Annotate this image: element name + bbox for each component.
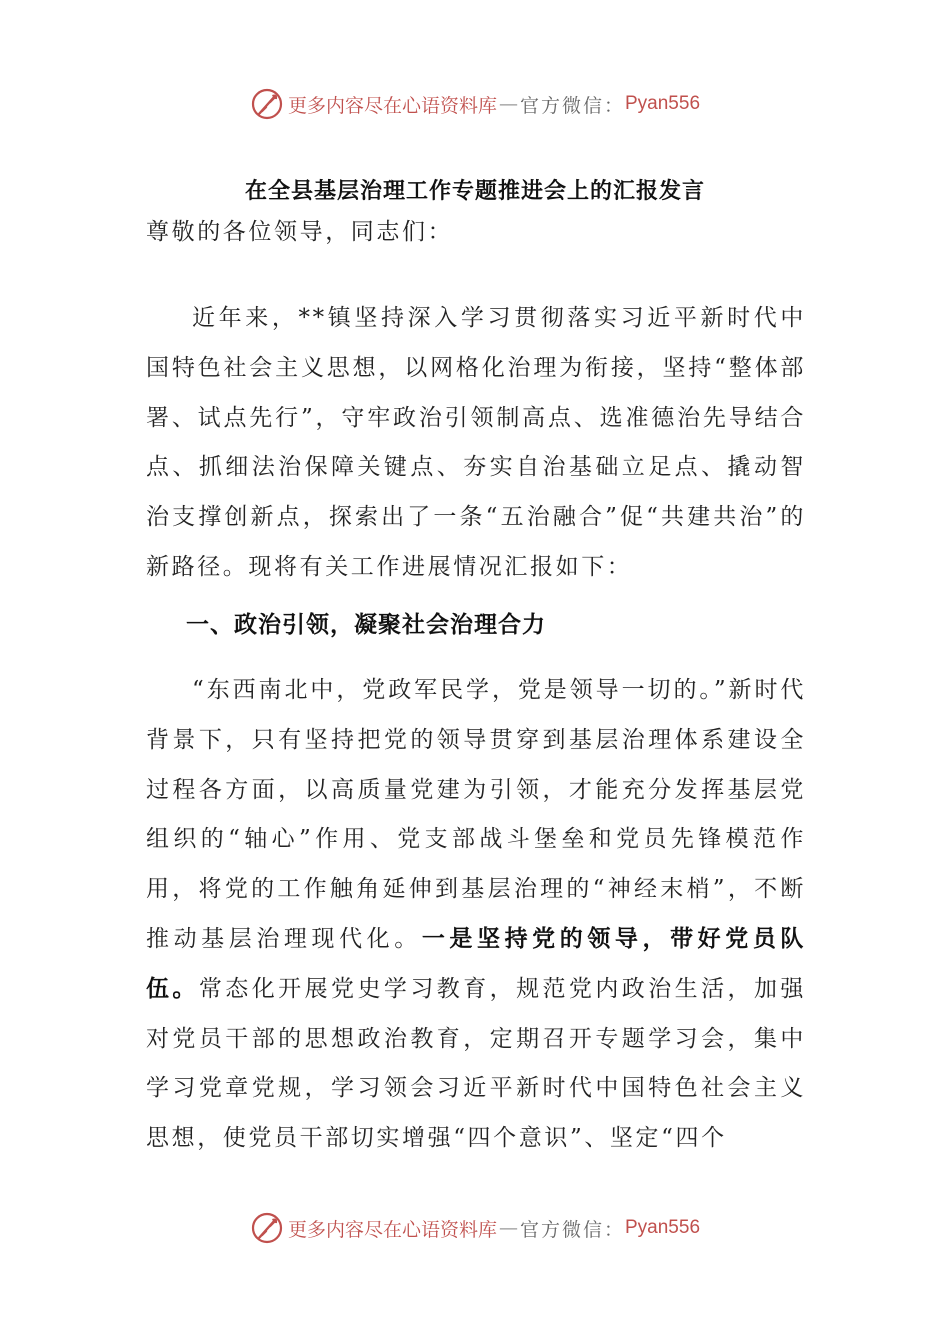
bold-subheading: 一是坚持党的领导，带好党员队伍。 [146, 925, 806, 1002]
footer-banner [0, 1208, 950, 1248]
banner-site-text: 更多内容尽在心语资料库 [287, 1218, 497, 1241]
salutation: 尊敬的各位领导，同志们： [146, 219, 454, 245]
banner-site-text: 更多内容尽在心语资料库 [287, 94, 497, 117]
paragraph-text: 常态化开展党史学习教育，规范党内政治生活，加强对党员干部的思想政治教育，定期召开专题学习会，集中学习党章党规，学习领会习近平新时代中国特色社会主义思想，使党员干部切实增强“四个意识”、坚定“四个 [146, 975, 806, 1152]
quill-pen-logo-icon [250, 1211, 284, 1245]
paragraph-section-1 [146, 666, 806, 1164]
banner-dash: — [498, 93, 518, 115]
banner-wechat-id: Pyan556 [625, 1217, 701, 1238]
banner-label: 官方微信： [519, 94, 625, 117]
banner-wechat-id: Pyan556 [625, 93, 701, 114]
banner-label: 官方微信： [519, 1218, 625, 1241]
paragraph-intro: 近年来，**镇坚持深入学习贯彻落实习近平新时代中国特色社会主义思想，以网格化治理为衔接，坚持“整体部署、试点先行”，守牢政治引领制高点、选准德治先导结合点、抓细法治保障关键点、夯实自治基础立足点、撬动智治支撑创新点，探索出了一条“五治融合”促“共建共治”的新路径。现将有关工作进展情况汇报如下： [146, 305, 806, 580]
quill-pen-logo-icon [250, 87, 284, 121]
header-banner [0, 84, 950, 124]
paragraph-text: “东西南北中，党政军民学，党是领导一切的。”新时代背景下，只有坚持把党的领导贯穿到基层治理体系建设全过程各方面，以高质量党建为引领，才能充分发挥基层党组织的“轴心”作用、党支部战斗堡垒和党员先锋模范作用，将党的工作触角延伸到基层治理的“神经末梢”，不断推动基层治理现代化。 [146, 677, 806, 952]
section-heading-1: 一、政治引领，凝聚社会治理合力 [186, 612, 546, 638]
banner-dash: — [498, 1217, 518, 1239]
document-title: 在全县基层治理工作专题推进会上的汇报发言 [244, 179, 705, 204]
